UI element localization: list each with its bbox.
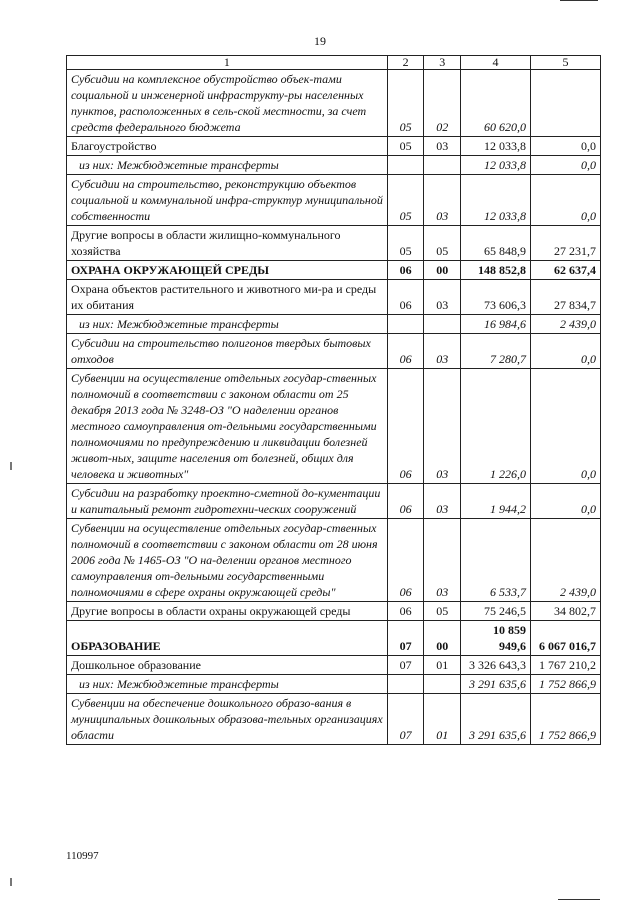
section-cell: 05	[387, 226, 424, 261]
amount-cell: 3 291 635,6	[461, 675, 531, 694]
name-cell: Субсидии на комплексное обустройство объек-тами социальной и инженерной инфраструкту-ры населенных пунктов, расположенных в сель-ской местности, за счет средств федерального бюджета	[67, 70, 388, 137]
amount-cell: 12 033,8	[461, 137, 531, 156]
executed-cell: 2 439,0	[530, 519, 600, 602]
executed-cell: 0,0	[530, 484, 600, 519]
amount-cell: 65 848,9	[461, 226, 531, 261]
amount-cell: 148 852,8	[461, 261, 531, 280]
subsection-cell: 03	[424, 280, 461, 315]
amount-cell: 60 620,0	[461, 70, 531, 137]
subsection-cell: 05	[424, 602, 461, 621]
executed-cell: 0,0	[530, 369, 600, 484]
document-code: 110997	[66, 850, 99, 862]
subsection-cell	[424, 156, 461, 175]
name-cell: Субсидии на строительство, реконструкцию объектов социальной и коммунальной инфра-структур муниципальной собственности	[67, 175, 388, 226]
name-cell: из них: Межбюджетные трансферты	[67, 156, 388, 175]
subsection-cell: 03	[424, 175, 461, 226]
section-cell: 07	[387, 694, 424, 745]
header-col-5: 5	[530, 56, 600, 70]
name-cell: Субсидии на разработку проектно-сметной до-кументации и капитальный ремонт гидротехни-ческих сооружений	[67, 484, 388, 519]
executed-cell: 0,0	[530, 175, 600, 226]
subsection-cell: 03	[424, 334, 461, 369]
subsection-cell: 05	[424, 226, 461, 261]
name-cell: Субвенции на осуществление отдельных государ-ственных полномочий в соответствии с законом области от 28 июня 2006 года № 1465-ОЗ "О на-делении органов местного самоуправления от-дельными государственными полномочиями в сфере охраны окружающей среды"	[67, 519, 388, 602]
table-row	[67, 369, 601, 484]
name-cell: Охрана объектов растительного и животного ми-ра и среды их обитания	[67, 280, 388, 315]
header-row	[67, 56, 601, 70]
table-row	[67, 484, 601, 519]
table-row	[67, 280, 601, 315]
name-cell: ОХРАНА ОКРУЖАЮЩЕЙ СРЕДЫ	[67, 261, 388, 280]
section-cell: 06	[387, 334, 424, 369]
executed-cell: 1 767 210,2	[530, 656, 600, 675]
table-row	[67, 137, 601, 156]
executed-cell: 62 637,4	[530, 261, 600, 280]
executed-cell: 34 802,7	[530, 602, 600, 621]
table-row	[67, 315, 601, 334]
executed-cell: 0,0	[530, 156, 600, 175]
amount-cell: 6 533,7	[461, 519, 531, 602]
section-cell: 07	[387, 656, 424, 675]
amount-cell: 73 606,3	[461, 280, 531, 315]
name-cell: Другие вопросы в области охраны окружающей среды	[67, 602, 388, 621]
amount-cell: 3 291 635,6	[461, 694, 531, 745]
top-edge-mark	[560, 0, 598, 1]
page-number: 19	[314, 34, 326, 48]
section-cell: 05	[387, 137, 424, 156]
amount-cell: 10 859 949,6	[461, 621, 531, 656]
amount-cell: 16 984,6	[461, 315, 531, 334]
executed-cell: 27 834,7	[530, 280, 600, 315]
section-cell: 05	[387, 175, 424, 226]
name-cell: ОБРАЗОВАНИЕ	[67, 621, 388, 656]
bottom-edge-mark	[558, 899, 600, 900]
executed-cell: 1 752 866,9	[530, 675, 600, 694]
table-row	[67, 175, 601, 226]
section-cell: 05	[387, 70, 424, 137]
name-cell: Субвенции на осуществление отдельных государ-ственных полномочий в соответствии с законом области от 25 декабря 2013 года № 3248-ОЗ "О наделении органов местного самоуправления от-дельными государственными полномочиями по предупреждению и ликвидации болезней живот-ных, защите населения от болезней, общих для человека и животных"	[67, 369, 388, 484]
amount-cell: 12 033,8	[461, 175, 531, 226]
section-cell: 06	[387, 484, 424, 519]
name-cell: Субвенции на обеспечение дошкольного образо-вания в муниципальных дошкольных образова-тельных организациях области	[67, 694, 388, 745]
name-cell: Благоустройство	[67, 137, 388, 156]
name-cell: Другие вопросы в области жилищно-коммунального хозяйства	[67, 226, 388, 261]
executed-cell: 0,0	[530, 137, 600, 156]
subsection-cell: 03	[424, 137, 461, 156]
table-row	[67, 621, 601, 656]
name-cell: Субсидии на строительство полигонов твердых бытовых отходов	[67, 334, 388, 369]
table-row	[67, 519, 601, 602]
table-row	[67, 261, 601, 280]
subsection-cell: 03	[424, 519, 461, 602]
name-cell: Дошкольное образование	[67, 656, 388, 675]
amount-cell: 1 226,0	[461, 369, 531, 484]
amount-cell: 7 280,7	[461, 334, 531, 369]
table-row	[67, 70, 601, 137]
executed-cell: 0,0	[530, 334, 600, 369]
section-cell	[387, 156, 424, 175]
header-col-1: 1	[67, 56, 388, 70]
table-row	[67, 675, 601, 694]
section-cell: 06	[387, 519, 424, 602]
subsection-cell: 01	[424, 694, 461, 745]
name-cell: из них: Межбюджетные трансферты	[67, 315, 388, 334]
executed-cell: 2 439,0	[530, 315, 600, 334]
table-row	[67, 694, 601, 745]
section-cell	[387, 315, 424, 334]
name-cell: из них: Межбюджетные трансферты	[67, 675, 388, 694]
margin-mark	[10, 878, 12, 886]
table-row	[67, 334, 601, 369]
section-cell: 07	[387, 621, 424, 656]
amount-cell: 75 246,5	[461, 602, 531, 621]
executed-cell: 6 067 016,7	[530, 621, 600, 656]
subsection-cell: 03	[424, 484, 461, 519]
section-cell: 06	[387, 261, 424, 280]
amount-cell: 3 326 643,3	[461, 656, 531, 675]
table-row	[67, 156, 601, 175]
table-row	[67, 602, 601, 621]
section-cell: 06	[387, 280, 424, 315]
table-row	[67, 656, 601, 675]
table-row	[67, 226, 601, 261]
amount-cell: 1 944,2	[461, 484, 531, 519]
subsection-cell: 00	[424, 621, 461, 656]
margin-mark	[10, 462, 12, 470]
header-col-3: 3	[424, 56, 461, 70]
subsection-cell	[424, 675, 461, 694]
executed-cell: 1 752 866,9	[530, 694, 600, 745]
header-col-2: 2	[387, 56, 424, 70]
subsection-cell	[424, 315, 461, 334]
subsection-cell: 02	[424, 70, 461, 137]
section-cell: 06	[387, 602, 424, 621]
section-cell	[387, 675, 424, 694]
budget-table	[66, 55, 601, 745]
subsection-cell: 01	[424, 656, 461, 675]
subsection-cell: 03	[424, 369, 461, 484]
header-col-4: 4	[461, 56, 531, 70]
executed-cell	[530, 70, 600, 137]
executed-cell: 27 231,7	[530, 226, 600, 261]
amount-cell: 12 033,8	[461, 156, 531, 175]
subsection-cell: 00	[424, 261, 461, 280]
section-cell: 06	[387, 369, 424, 484]
